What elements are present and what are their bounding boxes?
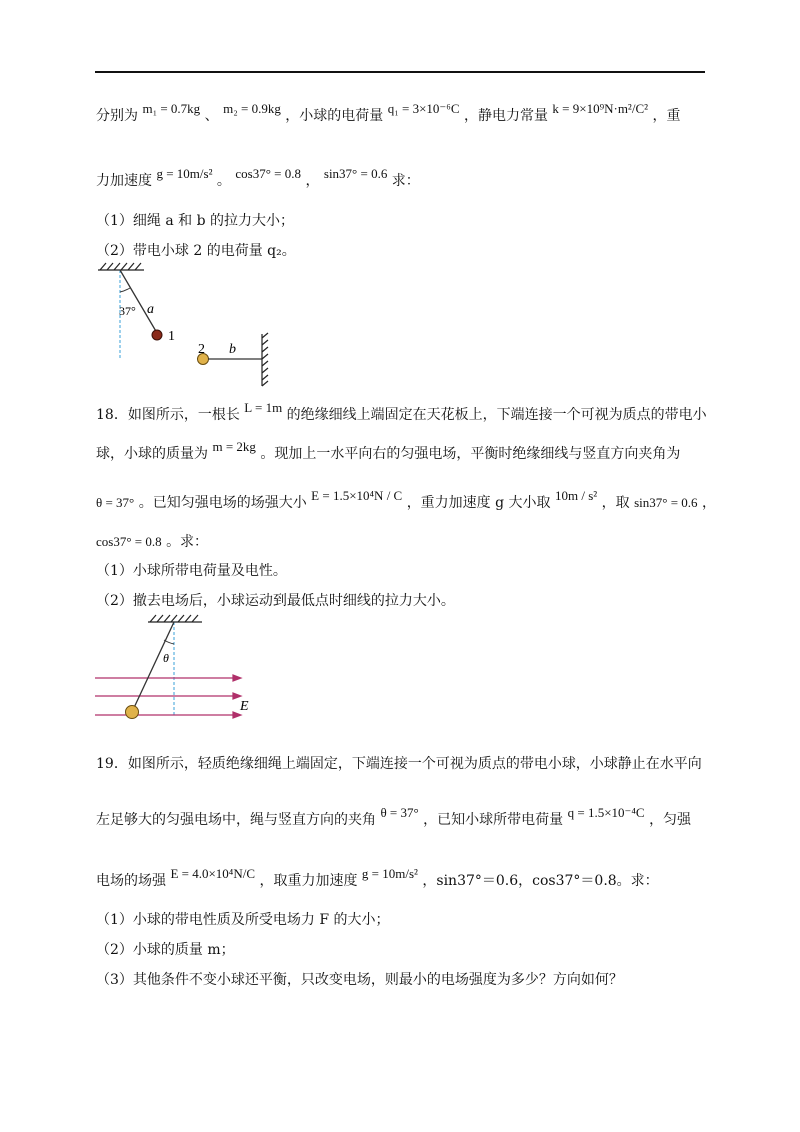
p17-question-2: （2）带电小球 2 的电荷量 q₂。 <box>96 243 296 259</box>
theta-label: θ <box>163 651 169 665</box>
ceiling-hatch <box>98 263 144 270</box>
p18-question-1: （1）小球所带电荷量及电性。 <box>96 563 287 579</box>
p17-line-1: 分别为 m₁ = 0.7kg 、 m₂ = 0.9kg ，小球的电荷量 q₁ = 3×10⁻⁶C ，静电力常量 k = 9×10⁹N·m²/C² ，重 <box>96 101 681 124</box>
ball-2-label: 2 <box>198 342 205 357</box>
p19-question-2: （2）小球的质量 m； <box>96 942 235 958</box>
p19-line-2: 左足够大的匀强电场中，绳与竖直方向的夹角 θ = 37° ，已知小球所带电荷量 q = 1.5×10⁻⁴C ，匀强 <box>96 805 692 828</box>
ceiling-hatch <box>148 615 202 622</box>
p19-question-1: （1）小球的带电性质及所受电场力 F 的大小； <box>96 912 390 928</box>
field-lines <box>95 675 241 718</box>
p19-line-3: 电场的场强 E = 4.0×10⁴N/C ，取重力加速度 g = 10m/s² ，sin37°＝0.6，cos37°＝0.8。求： <box>96 866 659 889</box>
angle-label: 37° <box>119 304 136 318</box>
field-label: E <box>240 699 249 714</box>
ball-1 <box>152 330 162 340</box>
p18-line-2: 球，小球的质量为 m = 2kg 。现加上一水平向右的匀强电场，平衡时绝缘细线与竖直方向夹角为 <box>96 439 681 462</box>
p17-line-2: 力加速度 g = 10m/s² 。 cos37° = 0.8 ， sin37° = 0.6 求： <box>96 166 420 189</box>
p17-question-1: （1）细绳 a 和 b 的拉力大小； <box>96 213 295 229</box>
ball-1-label: 1 <box>168 329 175 344</box>
rope-a-label: a <box>147 302 154 317</box>
charged-ball <box>126 706 139 719</box>
wall-hatch <box>262 333 268 386</box>
p18-line-1: 18．如图所示，一根长 L = 1m 的绝缘细线上端固定在天花板上，下端连接一个可视为质点的带电小 <box>96 400 707 423</box>
p18-line-4: cos37° = 0.8 。求： <box>96 534 209 550</box>
p18-line-3: θ = 37° 。已知匀强电场的场强大小 E = 1.5×10⁴N / C ，重力加速度 g 大小取 10m / s² ，取 sin37° = 0.6 ， <box>96 488 717 511</box>
rope <box>132 622 174 712</box>
p17-figure <box>90 262 280 392</box>
p18-question-2: （2）撤去电场后，小球运动到最低点时细线的拉力大小。 <box>96 593 455 609</box>
p18-figure <box>90 612 270 722</box>
angle-arc <box>120 288 130 292</box>
rope-b-label: b <box>229 342 236 357</box>
p19-line-1: 19．如图所示，轻质绝缘细绳上端固定，下端连接一个可视为质点的带电小球，小球静止在水平向 <box>96 756 702 772</box>
p19-question-3: （3）其他条件不变小球还平衡，只改变电场，则最小的电场强度为多少？方向如何？ <box>96 972 623 988</box>
header-rule <box>95 71 705 73</box>
